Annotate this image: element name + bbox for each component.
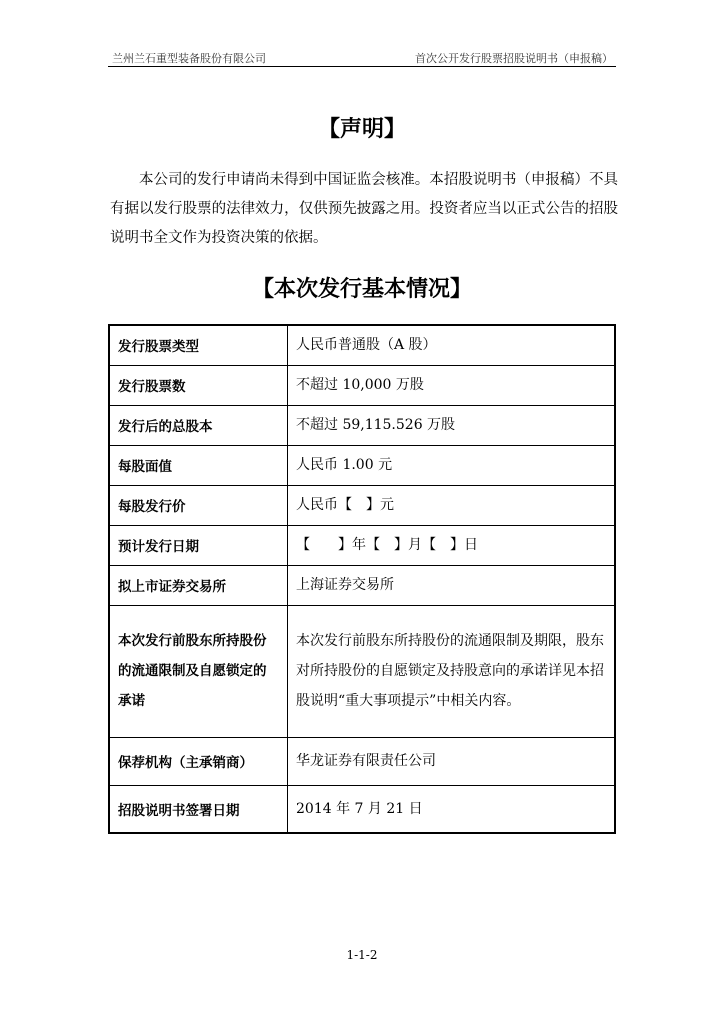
row-value: 人民币【 】元 [288,485,616,525]
row-label: 发行股票数 [109,365,288,405]
statement-body: 本公司的发行申请尚未得到中国证监会核准。本招股说明书（申报稿）不具有据以发行股票的法律效力，仅供预先披露之用。投资者应当以正式公告的招股说明书全文作为投资决策的依据。 [110,172,618,246]
header-rule [108,66,616,67]
table-row [109,737,615,785]
table-row [109,445,615,485]
header-company: 兰州兰石重型装备股份有限公司 [112,52,266,65]
page-number: 1-1-2 [346,948,378,962]
table-row [109,565,615,605]
row-label: 拟上市证券交易所 [109,565,288,605]
table-row [109,485,615,525]
basic-info-table [108,324,616,834]
row-value: 【 】年【 】月【 】日 [288,525,616,565]
row-value: 华龙证券有限责任公司 [288,737,616,785]
row-value: 上海证券交易所 [288,565,616,605]
table-row [109,605,615,737]
row-value: 人民币普通股（A 股） [288,325,616,365]
table-row [109,405,615,445]
row-value: 本次发行前股东所持股份的流通限制及期限，股东对所持股份的自愿锁定及持股意向的承诺详见本招股说明“重大事项提示”中相关内容。 [288,605,616,737]
row-value: 不超过 10,000 万股 [288,365,616,405]
row-label: 预计发行日期 [109,525,288,565]
row-label: 每股发行价 [109,485,288,525]
row-label: 招股说明书签署日期 [109,785,288,833]
header-doc-title: 首次公开发行股票招股说明书（申报稿） [415,52,613,65]
row-label: 每股面值 [109,445,288,485]
row-label: 发行股票类型 [109,325,288,365]
table-row [109,325,615,365]
row-value: 2014 年 7 月 21 日 [288,785,616,833]
basic-info-title: 【本次发行基本情况】 [251,277,472,302]
statement-title: 【声明】 [317,117,406,142]
table-row [109,785,615,833]
row-label: 发行后的总股本 [109,405,288,445]
row-label: 本次发行前股东所持股份的流通限制及自愿锁定的承诺 [109,605,288,737]
row-value: 人民币 1.00 元 [288,445,616,485]
row-value: 不超过 59,115.526 万股 [288,405,616,445]
row-label: 保荐机构（主承销商） [109,737,288,785]
table-row [109,525,615,565]
table-row [109,365,615,405]
